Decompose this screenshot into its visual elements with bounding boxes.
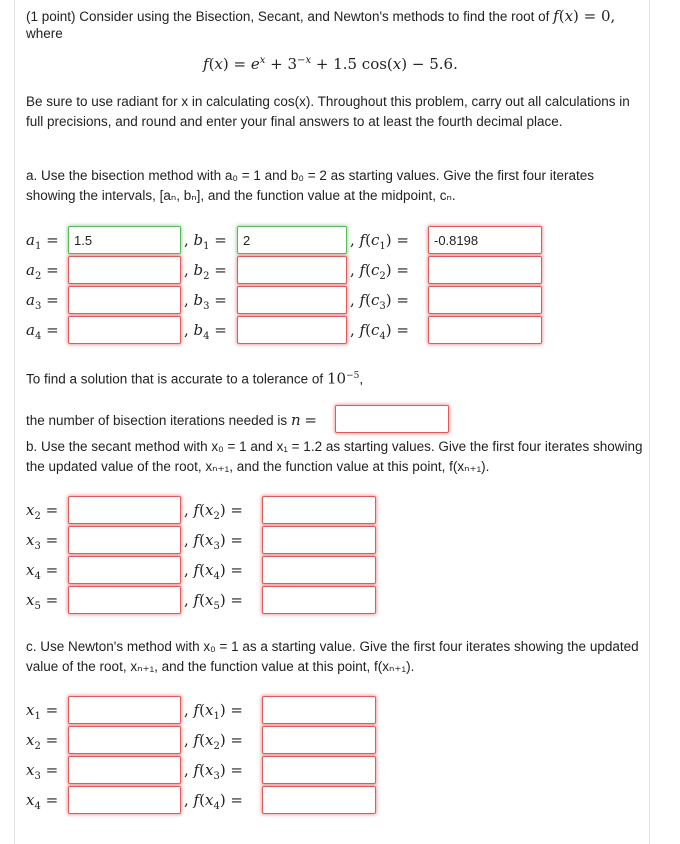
iterations-text: the number of bisection iterations needed is [26,413,288,428]
secant-fx3-input[interactable] [262,526,376,554]
newton-fx1-input[interactable] [262,696,376,724]
newton-x1-label: $x_1$ = [26,701,59,722]
newton-x1-input[interactable] [68,696,181,724]
a3-input[interactable] [68,286,181,314]
newton-x4-label: $x_4$ = [26,791,59,812]
fc1-input[interactable] [428,226,542,254]
fc1-label: , $f(c_1)$ = [350,231,409,252]
secant-fx2-label: , $f(x_2)$ = [184,501,244,522]
secant-x5-label: $x_5$ = [26,591,59,612]
function-equation: $f(x) = e^x + 3^{-x} + 1.5$ cos(x) − 5.6. [203,55,458,73]
a2-input[interactable] [68,256,181,284]
fc4-input[interactable] [428,316,542,344]
a4-label: $a_4$ = [26,321,59,342]
b4-input[interactable] [237,316,347,344]
b1-input[interactable] [237,226,347,254]
secant-x4-input[interactable] [68,556,181,584]
newton-fx2-label: , $f(x_2)$ = [184,731,244,752]
newton-fx3-label: , $f(x_3)$ = [184,761,244,782]
iterations-sentence: the number of bisection iterations needed is n = [26,411,317,429]
secant-x3-label: $x_3$ = [26,531,59,552]
newton-fx2-input[interactable] [262,726,376,754]
tolerance-base: 10 [326,369,347,388]
tolerance-text: To find a solution that is accurate to a tolerance of [26,371,324,387]
part-b-instructions: b. Use the secant method with x₀ = 1 and x₁ = 1.2 as starting values. Give the first four iterates showing the updated value of the root, xₙ₊₁, and the function value at this point, f(xₙ₊₁). [26,439,643,474]
secant-fx4-input[interactable] [262,556,376,584]
tolerance-sentence: To find a solution that is accurate to a tolerance of $10^{-5}$, [26,369,364,388]
fc4-label: , $f(c_4)$ = [350,321,409,342]
b2-input[interactable] [237,256,347,284]
iterations-input[interactable] [335,405,449,433]
newton-fx3-input[interactable] [262,756,376,784]
a1-label: $a_1$ = [26,231,59,252]
where-label: where [26,26,63,41]
b2-label: , $b_2$ = [184,261,227,282]
part-c-instructions: c. Use Newton's method with x₀ = 1 as a starting value. Give the first four iterates showing the updated value of the root, xₙ₊₁, and the function value at this point, f(xₙ₊₁). [26,639,639,674]
secant-fx5-input[interactable] [262,586,376,614]
tolerance-exponent: −5 [346,371,360,381]
problem-note: Be sure to use radiant for x in calculating cos(x). Throughout this problem, carry out all calculations in full precisions, and round and enter your final answers to at least the fourth decimal place. [26,94,630,129]
newton-x3-input[interactable] [68,756,181,784]
b3-input[interactable] [237,286,347,314]
newton-fx4-input[interactable] [262,786,376,814]
secant-fx3-label: , $f(x_3)$ = [184,531,244,552]
newton-x3-label: $x_3$ = [26,761,59,782]
secant-x2-label: $x_2$ = [26,501,59,522]
a1-input[interactable] [68,226,181,254]
secant-fx4-label: , $f(x_4)$ = [184,561,244,582]
newton-x2-label: $x_2$ = [26,731,59,752]
b4-label: , $b_4$ = [184,321,227,342]
a4-input[interactable] [68,316,181,344]
b1-label: , $b_1$ = [184,231,227,252]
newton-x2-input[interactable] [68,726,181,754]
fc3-label: , $f(c_3)$ = [350,291,409,312]
problem-intro: (1 point) Consider using the Bisection, Secant, and Newton's methods to find the root of f(x) = 0, [26,7,616,25]
newton-fx4-label: , $f(x_4)$ = [184,791,244,812]
secant-x4-label: $x_4$ = [26,561,59,582]
part-a-instructions: a. Use the bisection method with a₀ = 1 and b₀ = 2 as starting values. Give the first four iterates showing the intervals, [aₙ, bₙ], and the function value at the midpoint, cₙ. [26,168,595,203]
secant-x2-input[interactable] [68,496,181,524]
fc2-input[interactable] [428,256,542,284]
newton-fx1-label: , $f(x_1)$ = [184,701,244,722]
fc2-label: , $f(c_2)$ = [350,261,409,282]
secant-fx5-label: , $f(x_5)$ = [184,591,244,612]
fc3-input[interactable] [428,286,542,314]
secant-x3-input[interactable] [68,526,181,554]
a2-label: $a_2$ = [26,261,59,282]
newton-x4-input[interactable] [68,786,181,814]
b3-label: , $b_3$ = [184,291,227,312]
secant-fx2-input[interactable] [262,496,376,524]
secant-x5-input[interactable] [68,586,181,614]
a3-label: $a_3$ = [26,291,59,312]
